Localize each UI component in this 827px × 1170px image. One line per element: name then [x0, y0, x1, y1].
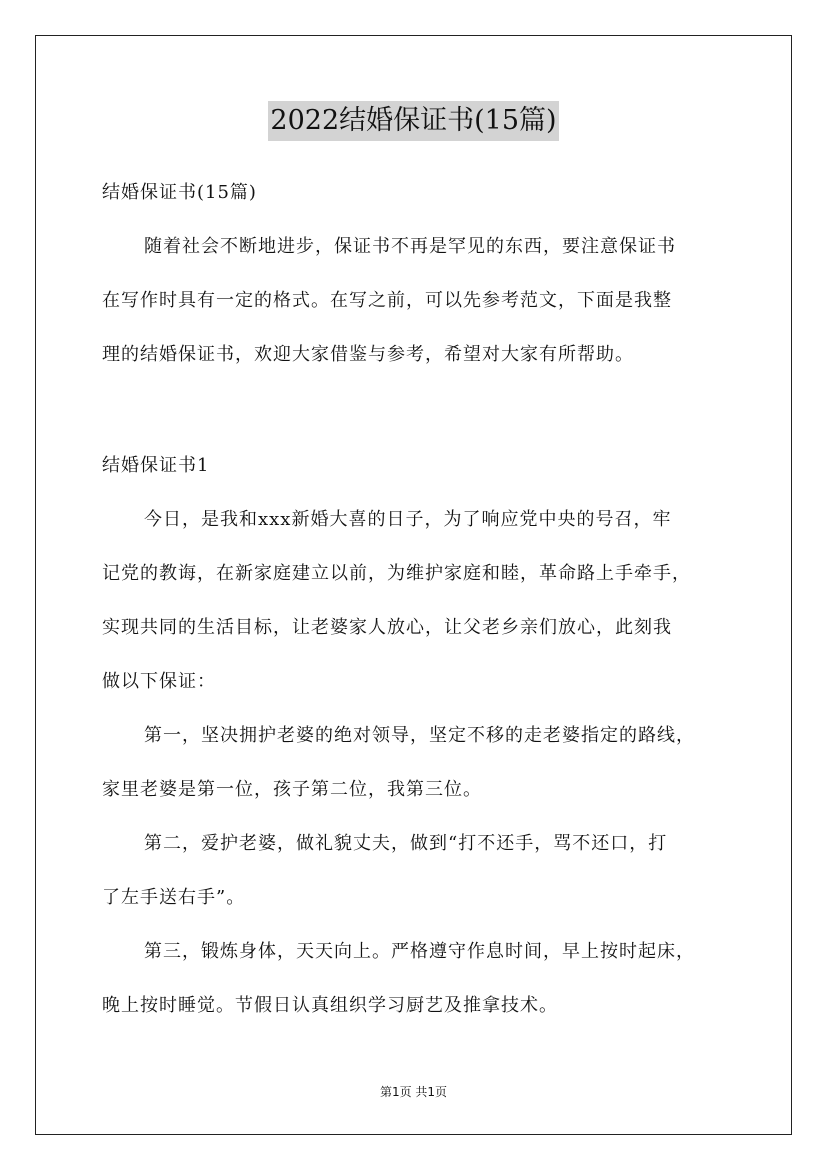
body-line-5: 第一，坚决拥护老婆的绝对领导，坚定不移的走老婆指定的路线，: [144, 725, 695, 746]
body-line-2: 记党的教诲，在新家庭建立以前，为维护家庭和睦，革命路上手牵手，: [102, 563, 691, 584]
body-line-7: 第二，爱护老婆，做礼貌丈夫，做到“打不还手，骂不还口，打: [144, 833, 668, 854]
intro-line-3: 理的结婚保证书，欢迎大家借鉴与参考，希望对大家有所帮助。: [102, 344, 634, 365]
body-line-9: 第三，锻炼身体，天天向上。严格遵守作息时间，早上按时起床，: [144, 941, 695, 962]
page-footer: 第1页 共1页: [379, 1085, 448, 1099]
body-line-6: 家里老婆是第一位，孩子第二位，我第三位。: [102, 779, 482, 800]
body-line-1: 今日，是我和xxx新婚大喜的日子，为了响应党中央的号召，牢: [144, 509, 672, 530]
body-line-3: 实现共同的生活目标，让老婆家人放心，让父老乡亲们放心，此刻我: [102, 617, 672, 638]
title-container: [0, 101, 827, 141]
document-subtitle: 结婚保证书(15篇): [102, 182, 257, 203]
document-title: 2022结婚保证书(15篇): [268, 101, 558, 141]
body-line-8: 了左手送右手”。: [102, 887, 246, 908]
section-heading: 结婚保证书1: [102, 455, 210, 476]
intro-line-1: 随着社会不断地进步，保证书不再是罕见的东西，要注意保证书: [144, 236, 676, 257]
body-line-4: 做以下保证：: [102, 671, 216, 692]
body-line-10: 晚上按时睡觉。节假日认真组织学习厨艺及推拿技术。: [102, 995, 558, 1016]
intro-line-2: 在写作时具有一定的格式。在写之前，可以先参考范文，下面是我整: [102, 290, 672, 311]
